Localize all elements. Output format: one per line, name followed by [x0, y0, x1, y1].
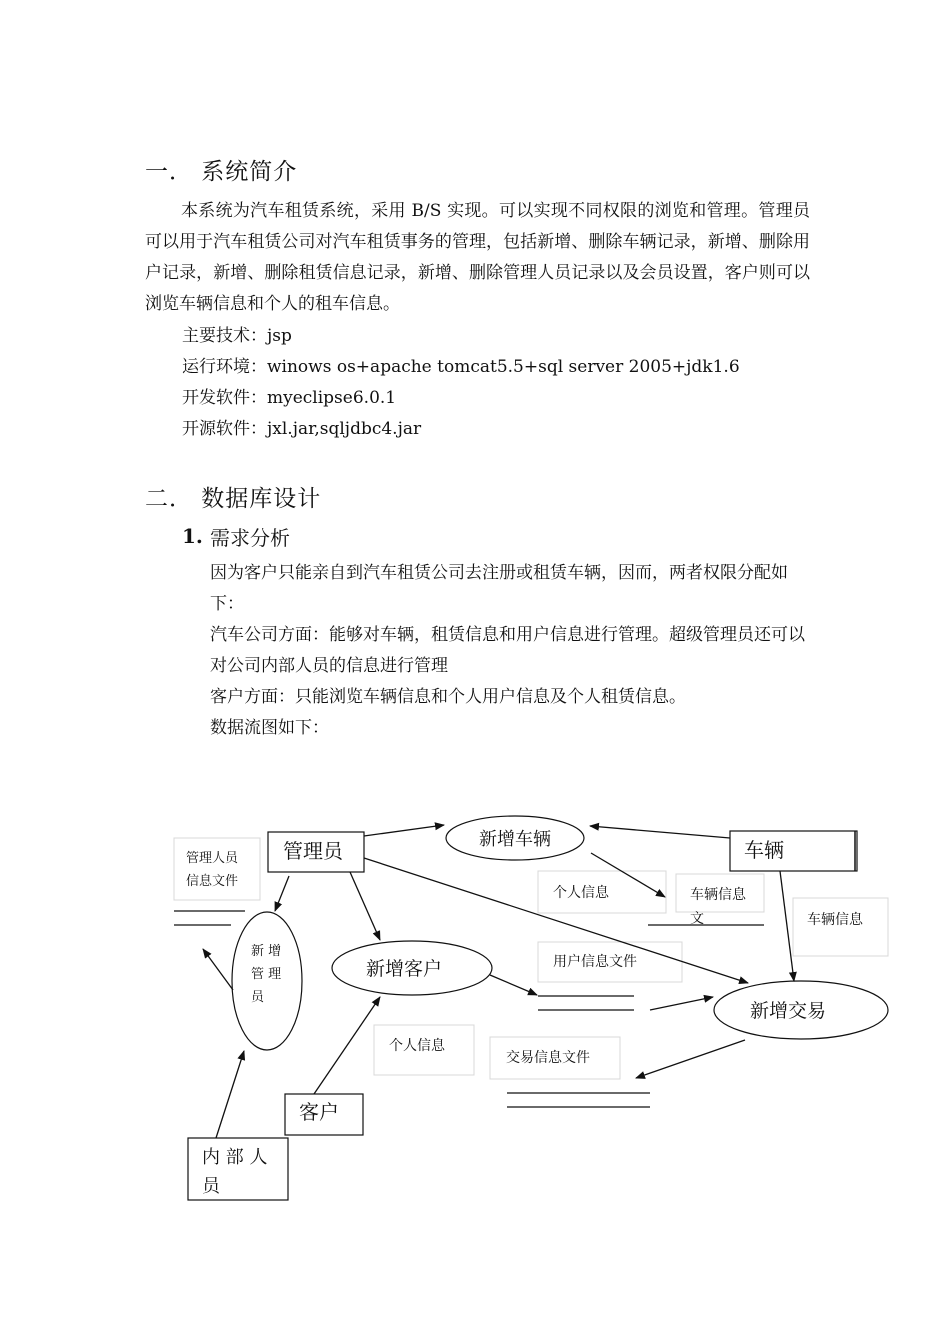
- flow-user-file-to-add-trade: [650, 997, 713, 1010]
- personal-info-label-2: 个人信息: [389, 1038, 445, 1054]
- env-line: 运行环境：winows os+apache tomcat5.5+sql server 2005+jdk1.6: [182, 357, 740, 377]
- add-car-label: 新增车辆: [479, 829, 551, 850]
- req-paragraph-1: 因为客户只能亲自到汽车租赁公司去注册或租赁车辆，因而，两者权限分配如下：: [210, 563, 788, 614]
- add-car-process: [446, 816, 584, 860]
- flow-admin-to-add-car: [364, 825, 444, 836]
- sub-heading: 需求分析: [210, 526, 290, 550]
- trade-info-file-label: 交易信息文件: [506, 1050, 590, 1066]
- add-trade-process: [714, 981, 888, 1039]
- tech-line: 主要技术：jsp: [182, 326, 292, 346]
- car-entity: [730, 831, 857, 871]
- add-admin-process: [232, 912, 302, 1050]
- car-info-store: [793, 898, 888, 956]
- section-1-heading: 一． 系统简介: [145, 159, 298, 185]
- section-1-intro: 本系统为汽车租赁系统，采用 B/S 实现。可以实现不同权限的浏览和管理。管理员可以用于汽车租赁公司对汽车租赁事务的管理，包括新增、删除车辆记录，新增、删除用户记录，新增、删除租赁信息记录，新增、删除管理人员记录以及会员设置，客户则可以浏览车辆信息和个人的租车信息。: [145, 201, 810, 314]
- sub-heading-number: 1.: [182, 524, 203, 548]
- add-admin-label-3: 员: [251, 990, 265, 1005]
- add-admin-label-2: 管 理: [251, 967, 282, 982]
- trade-info-file-store: [490, 1037, 650, 1107]
- admin-entity: [268, 832, 364, 872]
- customer-entity-label: 客户: [299, 1100, 339, 1124]
- req-paragraph-3: 客户方面：只能浏览车辆信息和个人用户信息及个人租赁信息。: [210, 687, 686, 707]
- admin-file-label-1: 管理人员: [186, 851, 239, 866]
- flow-add-trade-to-trade-file: [636, 1040, 745, 1078]
- add-admin-label-1: 新 增: [251, 944, 282, 959]
- admin-entity-label: 管理员: [283, 839, 343, 863]
- car-info-file-store: [648, 874, 764, 927]
- car-entity-label: 车辆: [744, 838, 784, 862]
- flow-customer-to-add-customer: [314, 997, 380, 1094]
- add-customer-process: [332, 941, 492, 995]
- personal-info-store-1: [538, 871, 666, 913]
- car-info-file-label-1: 车辆信息: [690, 887, 746, 903]
- car-info-file-label-2: 文: [690, 911, 704, 927]
- flow-add-customer-to-user-file: [490, 975, 537, 995]
- staff-entity: [188, 1138, 288, 1200]
- flow-staff-to-add-admin: [216, 1051, 244, 1138]
- admin-file-label-2: 信息文件: [186, 874, 239, 889]
- flow-car-to-add-trade: [780, 871, 794, 981]
- staff-entity-label-2: 员: [202, 1176, 220, 1197]
- personal-info-label-1: 个人信息: [553, 885, 609, 901]
- add-trade-label: 新增交易: [750, 1000, 827, 1022]
- car-info-label: 车辆信息: [807, 912, 863, 928]
- req-paragraph-2: 汽车公司方面：能够对车辆，租赁信息和用户信息进行管理。超级管理员还可以对公司内部人员的信息进行管理: [210, 625, 805, 676]
- flow-add-admin-to-admin-file: [203, 949, 233, 990]
- staff-entity-label-1: 内 部 人: [202, 1147, 268, 1168]
- personal-info-store-2: [374, 1025, 474, 1075]
- req-paragraph-4: 数据流图如下：: [210, 718, 329, 738]
- add-customer-label: 新增客户: [366, 958, 443, 980]
- oss-line: 开源软件：jxl.jar,sqljdbc4.jar: [182, 419, 422, 439]
- dev-line: 开发软件：myeclipse6.0.1: [182, 388, 397, 408]
- admin-info-file-store: [174, 838, 260, 925]
- user-info-file-label: 用户信息文件: [553, 954, 637, 970]
- flow-admin-to-add-customer: [350, 872, 380, 940]
- user-info-file-store: [538, 942, 682, 1010]
- section-2-heading: 二． 数据库设计: [145, 486, 322, 512]
- customer-entity: [285, 1094, 363, 1135]
- flow-admin-to-add-admin: [275, 876, 289, 911]
- flow-car-to-add-car: [590, 826, 730, 838]
